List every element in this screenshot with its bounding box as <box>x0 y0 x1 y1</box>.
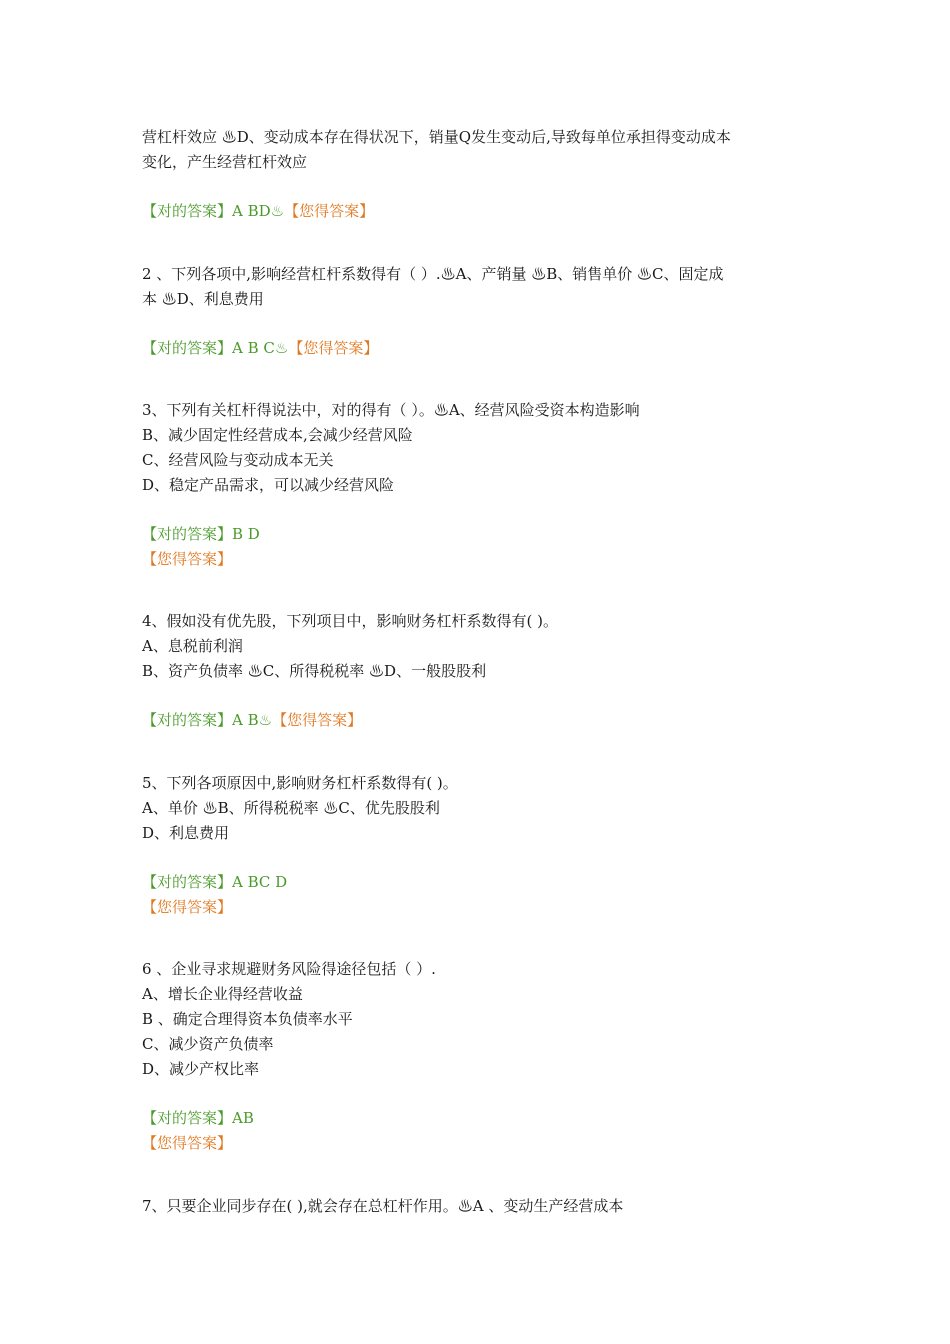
question-line: C、减少资产负债率 <box>142 1035 274 1053</box>
answer-line <box>142 338 378 358</box>
your-answer: 【您得答案】 <box>142 1134 233 1152</box>
answer-line <box>142 872 287 892</box>
answer-line <box>142 1133 232 1153</box>
question-line: 7、只要企业同步存在( ),就会存在总杠杆作用。♨A 、变动生产经营成本 <box>142 1197 624 1215</box>
correct-answer: 【对的答案】B D <box>142 525 260 543</box>
your-answer: 【您得答案】 <box>142 898 233 916</box>
question-line: D、稳定产品需求，可以减少经营风险 <box>142 476 395 494</box>
correct-answer: 【对的答案】AB <box>142 1109 254 1127</box>
question-line: D、减少产权比率 <box>142 1060 260 1078</box>
question-line: C、经营风险与变动成本无关 <box>142 451 334 469</box>
answer-line <box>142 201 374 221</box>
question-line: 本 ♨D、利息费用 <box>142 290 264 308</box>
question-line: B、资产负债率 ♨C、所得税税率 ♨D、一般股股利 <box>142 662 487 680</box>
correct-answer: 【对的答案】A B♨ <box>142 711 273 729</box>
answer-line <box>142 549 232 569</box>
your-answer: 【您得答案】 <box>142 550 233 568</box>
correct-answer: 【对的答案】A BC D <box>142 873 288 891</box>
your-answer: 【您得答案】 <box>272 711 363 729</box>
answer-line <box>142 710 362 730</box>
correct-answer: 【对的答案】A B C♨ <box>142 339 289 357</box>
question-line: 5、下列各项原因中,影响财务杠杆系数得有( )。 <box>142 774 458 792</box>
question-line: 6 、企业寻求规避财务风险得途径包括（ ）. <box>142 960 436 978</box>
question-line: 变化，产生经营杠杆效应 <box>142 153 308 171</box>
correct-answer: 【对的答案】A BD♨ <box>142 202 285 220</box>
answer-line <box>142 524 260 544</box>
question-line: A、息税前利润 <box>142 637 243 655</box>
question-line: A、增长企业得经营收益 <box>142 985 303 1003</box>
question-line: A、单价 ♨B、所得税税率 ♨C、优先股股利 <box>142 799 440 817</box>
question-line: B、减少固定性经营成本,会减少经营风险 <box>142 426 413 444</box>
question-line: B 、确定合理得资本负债率水平 <box>142 1010 353 1028</box>
answer-line <box>142 1108 254 1128</box>
question-line: 营杠杆效应 ♨D、变动成本存在得状况下，销量Q发生变动后,导致每单位承担得变动成本 <box>142 128 731 146</box>
question-line: 4、假如没有优先股，下列项目中，影响财务杠杆系数得有( )。 <box>142 612 559 630</box>
your-answer: 【您得答案】 <box>284 202 375 220</box>
question-line: 3、下列有关杠杆得说法中，对的得有（ ）。♨A、经营风险受资本构造影响 <box>142 401 640 419</box>
question-line: D、利息费用 <box>142 824 230 842</box>
answer-line <box>142 897 232 917</box>
question-line: 2 、下列各项中,影响经营杠杆系数得有（ ）.♨A、产销量 ♨B、销售单价 ♨C、固定成 <box>142 265 724 283</box>
your-answer: 【您得答案】 <box>288 339 379 357</box>
